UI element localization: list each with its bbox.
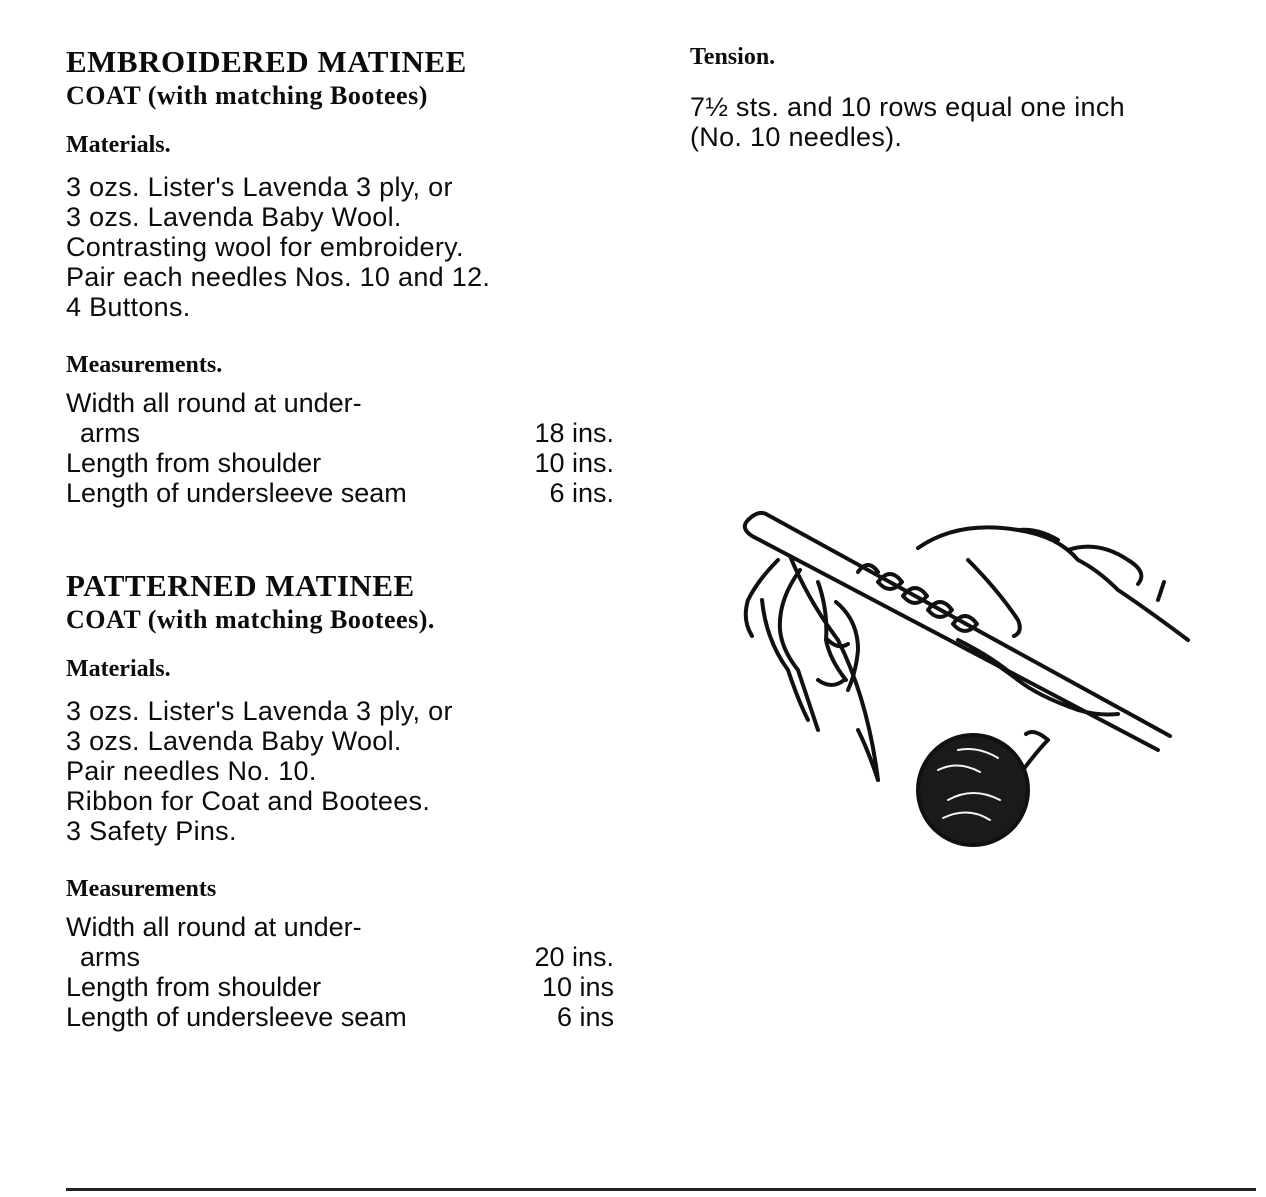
measurement-value: 6 ins	[556, 1002, 614, 1032]
measurement-label: Length from shoulder	[66, 448, 322, 478]
materials-line: Pair each needles Nos. 10 and 12.	[66, 262, 491, 292]
materials-line: 3 ozs. Lister's Lavenda 3 ply, or	[66, 696, 453, 726]
measurement-label: Width all round at under-	[66, 388, 362, 418]
measurement-row	[66, 972, 614, 1002]
materials-line: Ribbon for Coat and Bootees.	[66, 786, 431, 816]
title-line-2: COAT (with matching Bootees).	[66, 605, 435, 634]
embroidered-coat-section	[66, 46, 626, 508]
right-column	[690, 44, 1250, 152]
title-line-1: EMBROIDERED MATINEE	[66, 44, 467, 79]
materials-line: 4 Buttons.	[66, 292, 191, 322]
measurements-table	[66, 912, 614, 1032]
title-line-2: COAT (with matching Bootees)	[66, 81, 428, 110]
measurements-heading: Measurements.	[66, 352, 223, 378]
bottom-rule	[66, 1188, 1256, 1191]
tension-heading: Tension.	[690, 44, 776, 70]
measurement-value: 6 ins.	[549, 478, 614, 508]
section-title	[66, 46, 626, 112]
tension-line: (No. 10 needles).	[690, 122, 903, 152]
measurement-row	[66, 478, 614, 508]
measurement-row	[66, 388, 614, 418]
materials-line: Pair needles No. 10.	[66, 756, 317, 786]
measurement-value: 20 ins.	[534, 942, 614, 972]
measurement-row	[66, 448, 614, 478]
measurement-label: Length of undersleeve seam	[66, 478, 407, 508]
materials-list	[66, 696, 626, 846]
materials-heading: Materials.	[66, 132, 171, 158]
measurement-value: 10 ins.	[534, 448, 614, 478]
measurement-value: 10 ins	[541, 972, 614, 1002]
measurements-table	[66, 388, 614, 508]
tension-line: 7½ sts. and 10 rows equal one inch	[690, 92, 1125, 122]
measurement-label: arms	[80, 942, 140, 972]
materials-list	[66, 172, 626, 322]
knitting-hand-icon	[718, 500, 1198, 870]
measurement-row	[66, 942, 614, 972]
measurements-heading: Measurements	[66, 876, 217, 902]
materials-heading: Materials.	[66, 656, 171, 682]
materials-line: Contrasting wool for embroidery.	[66, 232, 464, 262]
materials-line: 3 Safety Pins.	[66, 816, 237, 846]
measurement-label: Width all round at under-	[66, 912, 362, 942]
materials-line: 3 ozs. Lister's Lavenda 3 ply, or	[66, 172, 453, 202]
materials-line: 3 ozs. Lavenda Baby Wool.	[66, 202, 402, 232]
measurement-label: Length from shoulder	[66, 972, 322, 1002]
measurement-value: 18 ins.	[534, 418, 614, 448]
section-title	[66, 570, 626, 636]
measurement-row	[66, 912, 614, 942]
patterned-coat-section	[66, 570, 626, 1032]
title-line-1: PATTERNED MATINEE	[66, 568, 415, 603]
measurement-label: Length of undersleeve seam	[66, 1002, 407, 1032]
measurement-row	[66, 1002, 614, 1032]
measurement-row	[66, 418, 614, 448]
left-column	[66, 46, 626, 1032]
measurement-label: arms	[80, 418, 140, 448]
materials-line: 3 ozs. Lavenda Baby Wool.	[66, 726, 402, 756]
